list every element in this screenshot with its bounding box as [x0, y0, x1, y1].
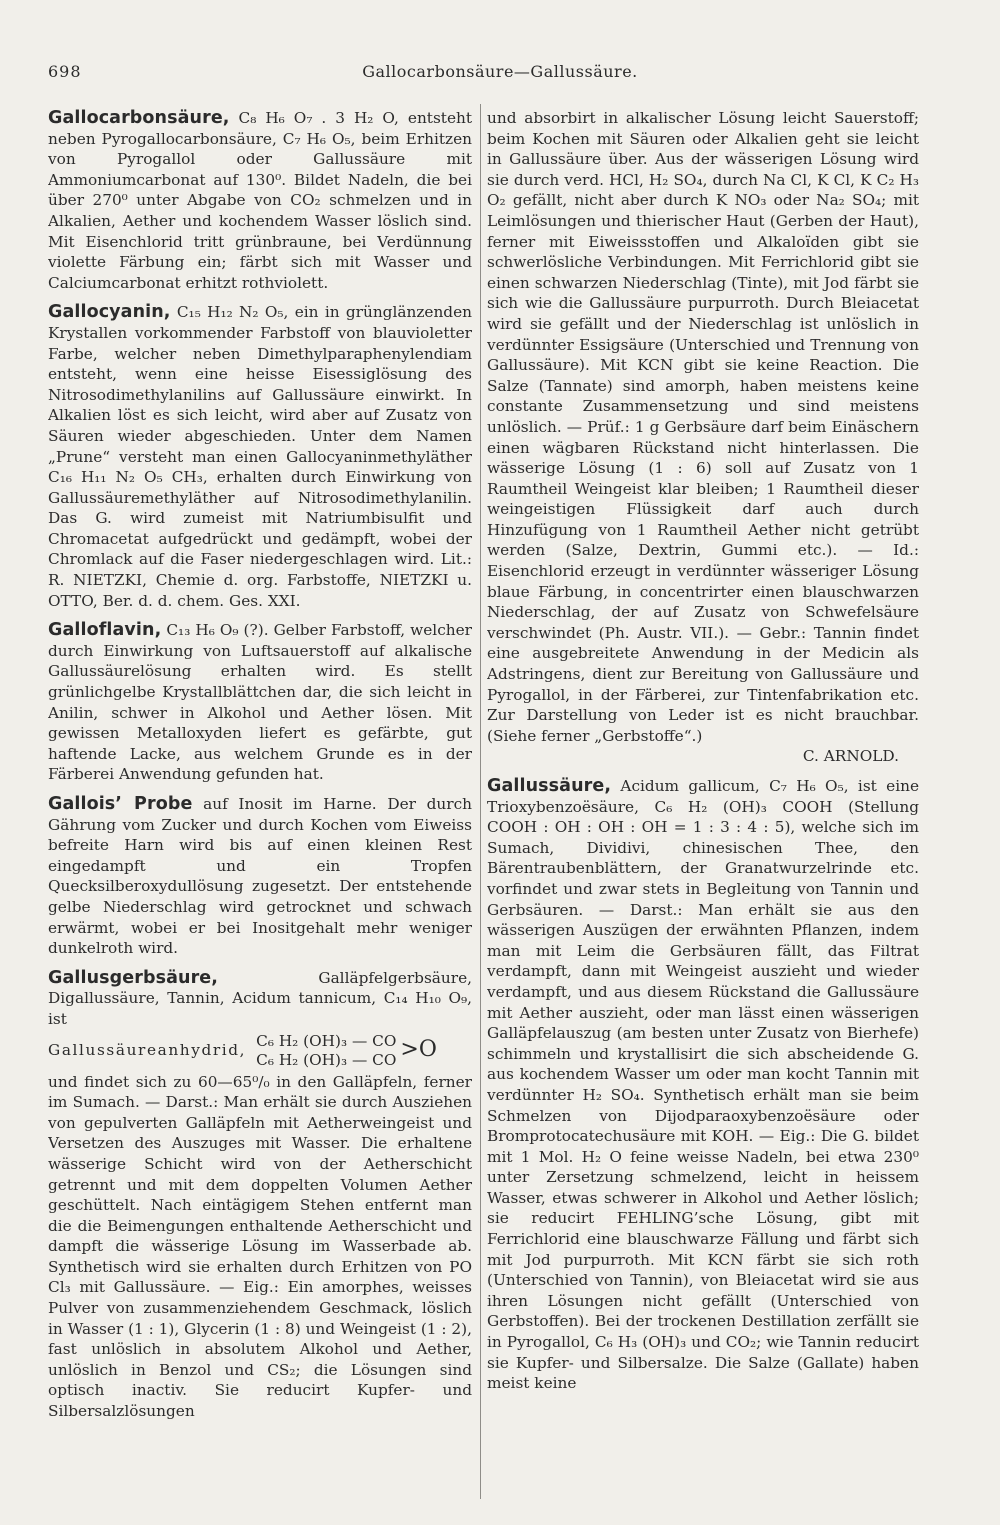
headword: Galloflavin, — [48, 620, 162, 641]
entry-gallocyanin — [48, 302, 472, 611]
author-signature: C. ARNOLD. — [802, 747, 899, 766]
entry-continuation — [487, 108, 919, 767]
entry-gallois-probe — [48, 794, 472, 959]
entry-text: C₁₃ H₆ O₉ (?). Gelber Farbstoff, welcher durch Einwirkung von Luftsauerstoff auf alkalische Gallussäurelösung erhalten wird. Es stellt grünlichgelbe Krystallblättchen dar, die sich leicht in Anilin, schwer in Alkohol und Aether lösen. Mit gewissen Metalloxyden liefert es gefärbte, gut haftende Lacke, aus welchem Grunde es in der Färberei Anwendung gefunden hat. — [48, 621, 472, 784]
structural-formula — [48, 1032, 472, 1070]
entry-text: C₈ H₆ O₇ . 3 H₂ O, entsteht neben Pyrogallocarbonsäure, C₇ H₆ O₅, beim Erhitzen von Pyrogallol oder Gallussäure mit Ammoniumcarbonat auf 130⁰. Bildet Nadeln, die bei über 270⁰ unter Abgabe von CO₂ schmelzen und in Alkalien, Aether und kochendem Wasser löslich sind. Mit Eisenchlorid tritt grünbraune, bei Verdünnung violette Färbung ein; färbt sich mit Wasser und Calciumcarbonat erhitzt rothviolett. — [48, 109, 472, 292]
headword: Gallussäure, — [487, 776, 612, 796]
entry-text: C₁₅ H₁₂ N₂ O₅, ein in grünglänzenden Krystallen vorkommender Farbstoff von blauvioletter Farbe, welcher neben Dimethylparaphenylendiam entsteht, wenn eine heisse Eisessiglösung des Nitrosodimethylanilins auf Gallussäure einwirkt. In Alkalien löst es sich leicht, wird aber auf Zusatz von Säuren wieder abgeschieden. Unter dem Namen „Prune“ versteht man einen Gallocyaninmethyläther C₁₆ H₁₁ N₂ O₅ CH₃, erhalten durch Einwirkung von Gallussäuremethyläther auf Nitrosodimethylanilin. Das G. wird zumeist mit Natriumbisulfit und Chromacetat aufgedrückt und gedämpft, wobei der Chromlack auf die Faser niedergeschlagen wird. Lit.: R. NIETZKI, Chemie d. org. Farbstoffe, NIETZKI u. OTTO, Ber. d. d. chem. Ges. XXI. — [48, 303, 472, 610]
entry-text: auf Inosit im Harne. Der durch Gährung vom Zucker und durch Kochen vom Eiweiss befreite Harn wird bis auf einen kleinen Rest eingedampft und ein Tropfen Quecksilberoxydullösung zugesetzt. Der entstehende gelbe Niederschlag wird getrocknet und schwach erwärmt, wobei er bei Inositgehalt mehr weniger dunkelroth wird. — [48, 795, 472, 958]
entry-galloflavin — [48, 620, 472, 785]
formula-line: C₆ H₂ (OH)₃ — CO — [256, 1050, 397, 1069]
entry-gallusgerbsaeure — [48, 968, 472, 1422]
formula-suffix: >O — [400, 1037, 437, 1063]
entry-gallussaeure — [487, 776, 919, 1394]
headword: Gallocyanin, — [48, 302, 171, 323]
column-divider — [480, 104, 481, 1499]
headword: Gallois’ Probe — [48, 794, 193, 814]
running-head: Gallocarbonsäure—Gallussäure. — [362, 62, 638, 81]
entry-text: Galläpfelgerbsäure, Digallussäure, Tannin, Acidum tannicum, C₁₄ H₁₀ O₉, ist — [48, 968, 472, 1028]
entry-text: und findet sich zu 60—65⁰/₀ in den Galläpfeln, ferner im Sumach. — Darst.: Man erhält sie durch Ausziehen von gepulverten Galläpfeln mit Aetherweingeist und Versetzen des Auszuges mit Wasser. Die erhaltene wässerige Schicht wird von der Aetherschicht getrennt und mit dem doppelten Volumen Aether geschüttelt. Nach eintägigem Stehen entfernt man die die Beimengungen enthaltende Aetherschicht und dampft die wässerige Lösung im Wasserbade ab. Synthetisch wird sie erhalten durch Erhitzen von PO Cl₃ mit Gallussäure. — Eig.: Ein amorphes, weisses Pulver von zusammenziehendem Geschmack, löslich in Wasser (1 : 1), Glycerin (1 : 8) und Weingeist (1 : 2), fast unlöslich in absolutem Alkohol und Aether, unlöslich in Benzol und CS₂; die Lösungen sind optisch inactiv. Sie reducirt Kupfer- und Silbersalzlösungen — [48, 1072, 472, 1421]
entry-gallocarbonsaeure — [48, 108, 472, 293]
formula-label: Gallussäureanhydrid, — [48, 1041, 247, 1060]
right-column — [487, 108, 919, 1498]
formula-line: C₆ H₂ (OH)₃ — CO — [256, 1031, 397, 1050]
headword: Gallocarbonsäure, — [48, 108, 230, 128]
page-number: 698 — [48, 62, 82, 81]
left-column — [48, 108, 472, 1498]
entry-text: Acidum gallicum, C₇ H₆ O₅, ist eine Trioxybenzoësäure, C₆ H₂ (OH)₃ COOH (Stellung COOH : OH : OH : OH = 1 : 3 : 4 : 5), welche sich im Sumach, Dividivi, chinesischen Thee, den Bärentraubenblättern, der Granatwurzelrinde etc. vorfindet und zwar stets in Begleitung von Tannin und Gerbsäuren. — Darst.: Man erhält sie aus den wässerigen Auszügen der erwähnten Pflanzen, indem man mit Leim die Gerbsäuren fällt, das Filtrat verdampft, dann mit Weingeist auszieht und wieder verdampft, und aus diesem Rückstand die Gallussäure mit Aether auszieht, oder man lässt einen wässerigen Galläpfelauszug (am besten unter Zusatz von Bierhefe) schimmeln und krystallisirt die sich abscheidende G. aus kochendem Wasser um oder man kocht Tannin mit verdünnter H₂ SO₄. Synthetisch erhält man sie beim Schmelzen von Dijodparaoxybenzoësäure oder Bromprotocatechusäure mit KOH. — Eig.: Die G. bildet mit 1 Mol. H₂ O feine weisse Nadeln, bei etwa 230⁰ unter Zersetzung schmelzend, leicht in heissem Wasser, etwas schwerer in Alkohol und Aether löslich; sie reducirt FEHLING’sche Lösung, gibt mit Ferrichlorid eine blauschwarze Fällung und färbt sich mit Jod purpurroth. Mit KCN färbt sie sich roth (Unterschied von Tannin), von Bleiacetat wird sie aus ihren Lösungen nicht gefällt (Unterschied von Gerbstoffen). Bei der trockenen Destillation zerfällt sie in Pyrogallol, C₆ H₃ (OH)₃ und CO₂; wie Tannin reducirt sie Kupfer- und Silbersalze. Die Salze (Gallate) haben meist keine — [487, 777, 919, 1393]
headword: Gallusgerbsäure, — [48, 967, 219, 988]
entry-text: und absorbirt in alkalischer Lösung leicht Sauerstoff; beim Kochen mit Säuren oder Alkalien geht sie leicht in Gallussäure über. Aus der wässerigen Lösung wird sie durch verd. HCl, H₂ SO₄, durch Na Cl, K Cl, K C₂ H₃ O₂ gefällt, nicht aber durch K NO₃ oder Na₂ SO₄; mit Leimlösungen und thierischer Haut (Gerben der Haut), ferner mit Eiweissstoffen und Alkaloïden gibt sie schwerlösliche Verbindungen. Mit Ferrichlorid gibt sie einen schwarzen Niederschlag (Tinte), mit Jod färbt sie sich wie die Gallussäure purpurroth. Durch Bleiacetat wird sie gefällt und der Niederschlag ist unlöslich in verdünnter Essigsäure (Unterschied und Trennung von Gallussäure). Mit KCN gibt sie keine Reaction. Die Salze (Tannate) sind amorph, haben meistens keine constante Zusammensetzung und sind meistens unlöslich. — Prüf.: 1 g Gerbsäure darf beim Einäschern einen wägbaren Rückstand nicht hinterlassen. Die wässerige Lösung (1 : 6) soll auf Zusatz von 1 Raumtheil Weingeist klar bleiben; 1 Raumtheil dieser weingeistigen Flüssigkeit darf auch durch Hinzufügung von 1 Raumtheil Aether nicht getrübt werden (Salze, Dextrin, Gummi etc.). — Id.: Eisenchlorid erzeugt in verdünnter wässeriger Lösung blaue Färbung, in concentrirter einen blauschwarzen Niederschlag, der auf Zusatz von Schwefelsäure verschwindet (Ph. Austr. VII.). — Gebr.: Tannin findet eine ausgebreitete Anwendung in der Medicin als Adstringens, dient zur Bereitung von Gallussäure und Pyrogallol, in der Färberei, zur Tintenfabrikation etc. Zur Darstellung von Leder ist es nicht brauchbar. (Siehe ferner „Gerbstoffe“.) — [487, 109, 919, 745]
